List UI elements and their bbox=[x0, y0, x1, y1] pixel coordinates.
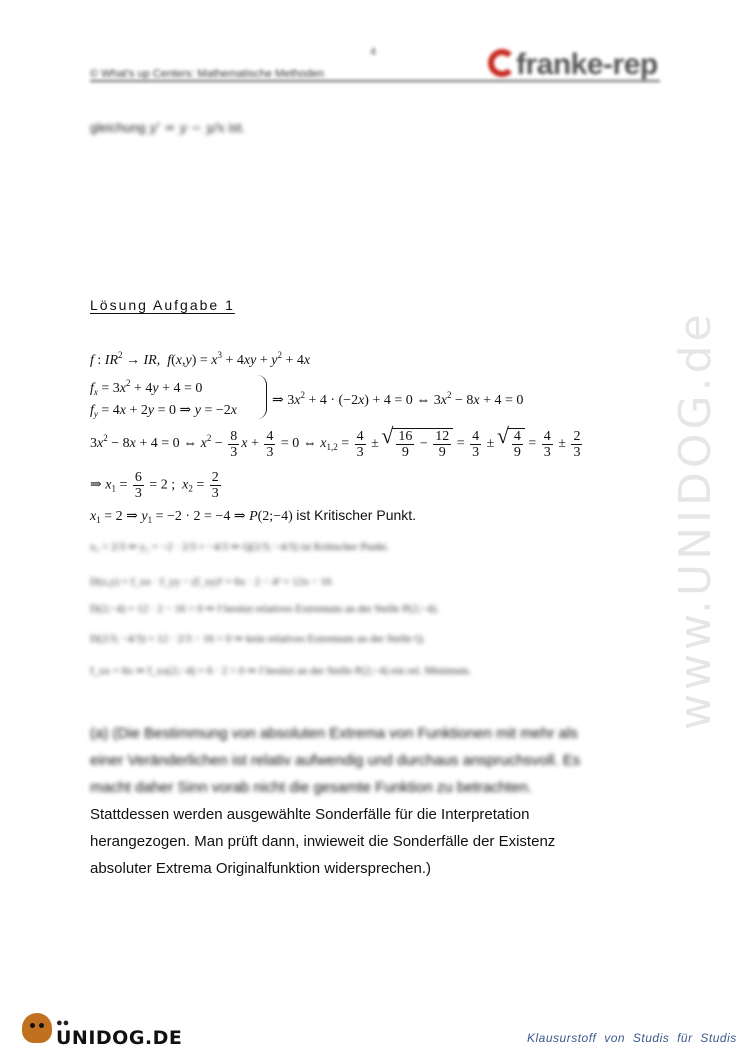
math-line-dq: D(2/3; −4/3) = 12 · 2/3 − 16 < 0 ⇒ kein relatives Extremum an der Stelle Q. bbox=[90, 633, 426, 645]
math-line-quadratic: $3x^2 - 8x + 4 = 0$ ⇔ $x^2$ − $\frac{8}{3}$ x + $\frac{4}{3}$ = 0 ⇔ $x_{1,2}$ = $\frac{4}{3}$ ± √ $\frac{16}{9}$ − $\frac{12}{9}$ = $\frac{4}{3}$ ± √ $\frac{4}{9}$ = $\frac{4}{3}$ ± $\frac{2}{3}$ bbox=[90, 428, 584, 460]
math-line-function: f : $IR^2$ → IR, $f(x,y) = x^3 + 4xy + y^2 + 4x$ bbox=[90, 350, 311, 368]
intro-prefix: gleichung bbox=[90, 120, 146, 135]
solution-title: Lösung Aufgabe 1 bbox=[90, 297, 235, 313]
math-line-fy: $f_y = 4x + 2y = 0$ ⇒ y = −2x bbox=[90, 403, 238, 419]
intro-equation: y' = y − y/x bbox=[149, 121, 225, 136]
logo-c-icon bbox=[488, 49, 516, 77]
franke-rep-logo bbox=[488, 46, 663, 86]
unidog-watermark: www.UNIDOG.de bbox=[670, 310, 721, 730]
math-line-substitution: ⇒ $3x^2 + 4 \cdot (-2x) + 4 = 0$ ⇔ $3x^2 - 8x + 4 = 0$ bbox=[272, 390, 524, 408]
logo-text: franke-rep bbox=[516, 48, 658, 81]
paragraph-blurred-2: einer Veränderlichen ist relativ aufwendig und durchaus anspruchsvoll. Es bbox=[90, 752, 581, 769]
paw-icon: ●● bbox=[56, 1017, 70, 1029]
math-line-dp: D(2;−4) = 12 · 2 − 16 > 0 ⇒ f besitzt relatives Extremum an der Stelle P(2;−4). bbox=[90, 603, 439, 615]
system-brace bbox=[256, 375, 267, 419]
paragraph-blurred-3: macht daher Sinn vorab nicht die gesamte Funktion zu betrachten. bbox=[90, 779, 532, 796]
unidog-logo-text: UNIDOG.DE bbox=[56, 1027, 183, 1049]
paragraph-line-2: herangezogen. Man prüft dann, inwieweit die Sonderfälle der Existenz bbox=[90, 833, 556, 850]
math-line-critical-p: $x_1 = 2$ ⇒ $y_1 = -2 \cdot 2 = -4$ ⇒ P(2;−4) ist Kritischer Punkt. bbox=[90, 507, 417, 525]
dog-icon bbox=[22, 1013, 52, 1043]
paragraph-line-1: Stattdessen werden ausgewählte Sonderfälle für die Interpretation bbox=[90, 806, 530, 823]
page-number: 4 bbox=[370, 46, 377, 58]
paragraph-line-3: absoluter Extrema Originalfunktion widersprechen.) bbox=[90, 860, 431, 877]
math-line-fx: $f_x = 3x^2 + 4y + 4 = 0$ bbox=[90, 378, 203, 397]
intro-suffix: ist. bbox=[228, 120, 246, 135]
intro-equation-line bbox=[90, 120, 245, 136]
math-line-critical-q: x₂ = 2/3 ⇒ y₂ = −2 · 2/3 = −4/3 ⇒ Q(2/3; −4/3) ist Kritischer Punkt. bbox=[90, 541, 389, 553]
math-line-roots: ⇒ $x_1$ = $\frac{6}{3}$ = 2 ; $x_2$ = $\frac{2}{3}$ bbox=[90, 470, 219, 501]
math-line-fxx: f_xx = 6x ⇒ f_xx(2;−4) = 6 · 2 > 0 ⇒ f besitzt an der Stelle P(2;−4) ein rel. Minimum. bbox=[90, 665, 472, 677]
paragraph-blurred-1: (a) (Die Bestimmung von absoluten Extrema von Funktionen mit mehr als bbox=[90, 725, 578, 742]
footer-slogan: Klausurstoff von Studis für Studis bbox=[527, 1031, 737, 1045]
header-title: © What's up Centers: Mathematische Methoden bbox=[90, 68, 324, 80]
math-line-hesse: D(x,y) = f_xx · f_yy − (f_xy)² = 6x · 2 − 4² = 12x − 16 bbox=[90, 576, 332, 588]
unidog-footer-logo bbox=[22, 1013, 183, 1049]
